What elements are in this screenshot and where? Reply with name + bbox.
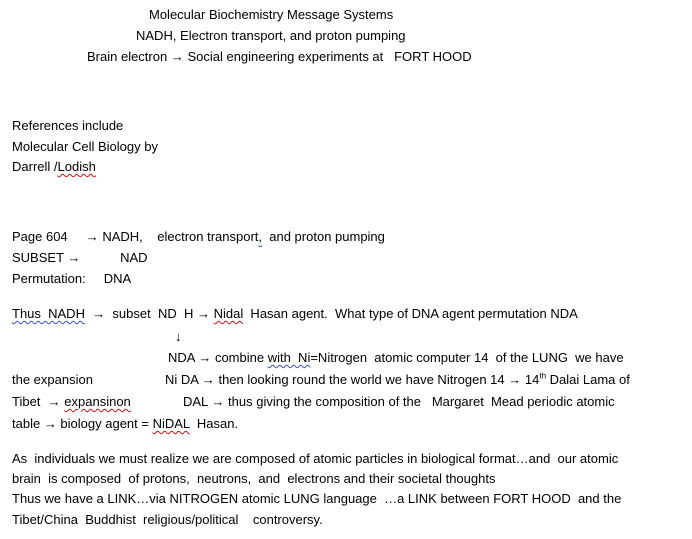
- right-arrow-icon: →: [196, 306, 210, 321]
- right-arrow-icon: →: [170, 49, 184, 64]
- body-line-3-end: Dalai Lama of: [546, 372, 630, 387]
- author-first: Darrell /: [12, 159, 58, 174]
- ni-da-text: Ni DA: [165, 372, 202, 387]
- hasan-text: Hasan.: [189, 416, 239, 431]
- page-text-comma: ,: [258, 229, 263, 244]
- body-line-7: brain is composed of protons, neutrons, and electrons and their societal thoughts: [12, 471, 496, 486]
- title-line-1: Molecular Biochemistry Message Systems: [149, 7, 394, 22]
- nda-text: NDA: [168, 350, 199, 365]
- combine-text: combine: [211, 350, 268, 365]
- right-arrow-icon: →: [198, 350, 212, 365]
- references-line-1: References include: [12, 118, 124, 133]
- body-line-8: Thus we have a LINK…via NITROGEN atomic LUNG language …a LINK between FORT HOOD and the: [12, 491, 622, 506]
- tibet-text: Tibet: [12, 394, 48, 409]
- th-superscript: th: [539, 371, 547, 381]
- body-line-2-end: =Nitrogen atomic computer 14 of the LUNG we have: [310, 350, 624, 365]
- page-line: [12, 229, 385, 245]
- references-line-3: [12, 159, 96, 175]
- body-line-4-end: thus giving the composition of the Margaret Mead periodic atomic: [224, 394, 615, 409]
- title-line-3: [87, 49, 472, 65]
- page-label: Page 604: [12, 229, 86, 244]
- nidal-caps-word: NiDAL: [152, 416, 190, 431]
- right-arrow-icon: →: [201, 372, 215, 387]
- right-arrow-icon: →: [211, 394, 225, 409]
- permutation-line: Permutation: DNA: [12, 271, 132, 286]
- biology-agent-text: biology agent =: [56, 416, 153, 431]
- body-line-4: [183, 394, 615, 410]
- body-line-1-end: Hasan agent. What type of DNA agent permutation NDA: [243, 306, 578, 321]
- nidal-word: Nidal: [213, 306, 244, 321]
- title-line-3-start: Brain electron: [87, 49, 171, 64]
- fourteen: 14: [521, 372, 540, 387]
- table-text: table: [12, 416, 44, 431]
- body-line-2: [168, 350, 624, 366]
- body-line-3: [165, 372, 630, 388]
- page-text: NADH, electron transport: [98, 229, 259, 244]
- dal-text: DAL: [183, 394, 212, 409]
- body-line-1: [12, 306, 578, 322]
- body-line-6: As individuals we must realize we are composed of atomic particles in biological format…and our atomic: [12, 451, 619, 466]
- subset-label: SUBSET: [12, 250, 68, 265]
- right-arrow-icon: →: [67, 250, 81, 265]
- title-line-3-end: Social engineering experiments at FORT HOOD: [183, 49, 472, 64]
- author-lodish: Lodish: [57, 159, 96, 174]
- with-ni: with Ni: [267, 350, 311, 365]
- subset-line: [12, 250, 148, 266]
- references-line-2: Molecular Cell Biology by: [12, 139, 158, 154]
- body-line-3-mid: then looking round the world we have Nitrogen 14: [214, 372, 509, 387]
- page-text-end: and proton pumping: [262, 229, 385, 244]
- expansinon-word: expansinon: [64, 394, 131, 409]
- right-arrow-icon: →: [85, 229, 99, 244]
- body-line-5: [12, 416, 238, 432]
- right-arrow-icon: →: [43, 416, 57, 431]
- body-line-4a: [12, 394, 131, 410]
- title-line-2: NADH, Electron transport, and proton pumping: [136, 28, 406, 43]
- right-arrow-icon: →: [47, 394, 61, 409]
- subset-text: subset ND H: [105, 306, 197, 321]
- right-arrow-icon: →: [508, 372, 522, 387]
- subset-value: NAD: [80, 250, 148, 265]
- down-arrow-icon: ↓: [175, 329, 182, 344]
- thus-nadh: Thus NADH: [12, 306, 85, 321]
- right-arrow-icon: →: [92, 306, 106, 321]
- body-line-3a: the expansion: [12, 372, 93, 387]
- body-line-9: Tibet/China Buddhist religious/political controversy.: [12, 512, 323, 527]
